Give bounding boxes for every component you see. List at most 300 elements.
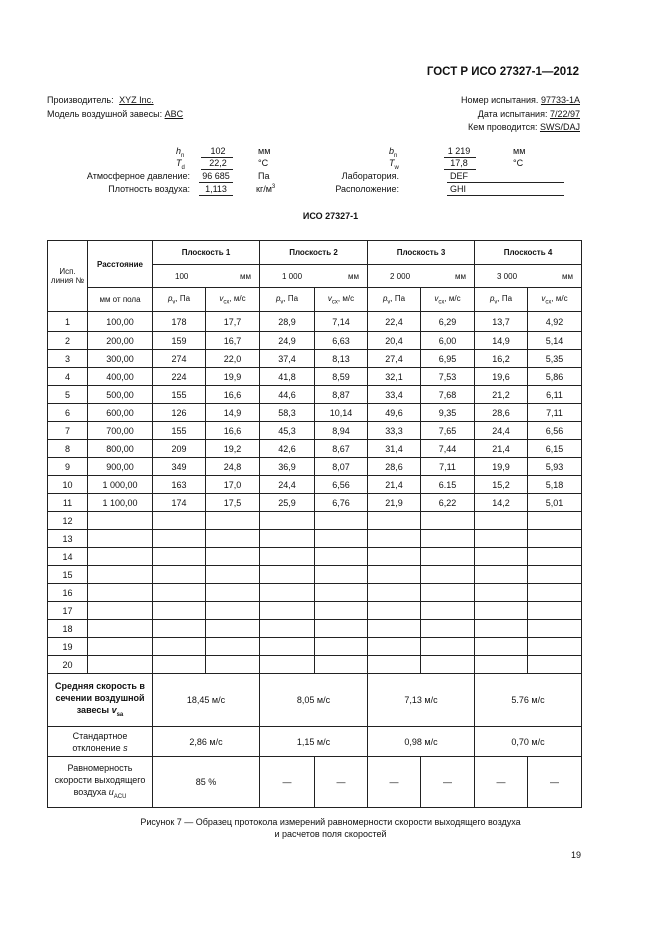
plane-4-velocity-header: $v_{сх}$, м/с xyxy=(528,288,582,312)
tested-by-label: Кем проводится: xyxy=(467,122,538,132)
distance-cell: 400,00 xyxy=(88,368,153,386)
value-cell: 10,14 xyxy=(315,404,368,422)
value-cell: 21,4 xyxy=(475,440,528,458)
value-cell xyxy=(368,548,421,566)
average-velocity-plane-4: 5.76 м/с xyxy=(475,674,582,727)
std-deviation-plane-4: 0,70 м/с xyxy=(475,727,582,757)
value-cell: 15,2 xyxy=(475,476,528,494)
value-cell: 44,6 xyxy=(260,386,315,404)
value-cell: 27,4 xyxy=(368,350,421,368)
model-value: ABC xyxy=(164,109,184,119)
value-cell: 28,9 xyxy=(260,312,315,332)
table-row xyxy=(48,476,582,494)
plane-1-velocity-header: $v_{сх}$, м/с xyxy=(206,288,260,312)
value-cell: 5,35 xyxy=(528,350,582,368)
value-cell xyxy=(260,548,315,566)
air-density-unit: $кг/м^3$ xyxy=(256,184,276,194)
average-velocity-plane-3: 7,13 м/с xyxy=(368,674,475,727)
row-number-cell: 15 xyxy=(48,566,88,584)
value-cell xyxy=(421,638,475,656)
value-cell xyxy=(475,638,528,656)
value-cell xyxy=(206,638,260,656)
std-deviation-plane-1: 2,86 м/с xyxy=(153,727,260,757)
value-cell: 19,2 xyxy=(206,440,260,458)
value-cell xyxy=(368,656,421,674)
uniformity-label: Равномерность скорости выходящего воздуха $u_{ACU}$ xyxy=(48,757,153,808)
row-number-cell: 8 xyxy=(48,440,88,458)
value-cell xyxy=(260,530,315,548)
value-cell: 5,18 xyxy=(528,476,582,494)
distance-cell xyxy=(88,530,153,548)
value-cell xyxy=(421,584,475,602)
uniformity-value: 85 % xyxy=(153,757,260,808)
value-cell xyxy=(260,656,315,674)
value-cell: 16,7 xyxy=(206,332,260,350)
std-deviation-plane-2: 1,15 м/с xyxy=(260,727,368,757)
document-standard-header: ГОСТ Р ИСО 27327-1—2012 xyxy=(426,66,579,78)
value-cell: 28,6 xyxy=(475,404,528,422)
table-row xyxy=(48,602,582,620)
hn-symbol: $h_n$ xyxy=(176,146,185,159)
value-cell: 49,6 xyxy=(368,404,421,422)
value-cell xyxy=(475,548,528,566)
value-cell xyxy=(315,566,368,584)
value-cell: 349 xyxy=(153,458,206,476)
distance-cell xyxy=(88,656,153,674)
uniformity-value: — xyxy=(475,757,528,808)
distance-cell: 800,00 xyxy=(88,440,153,458)
value-cell: 8,87 xyxy=(315,386,368,404)
manufacturer-label: Производитель: xyxy=(47,95,114,105)
value-cell: 5,93 xyxy=(528,458,582,476)
uniformity-value: — xyxy=(528,757,582,808)
value-cell xyxy=(315,656,368,674)
row-number-cell: 6 xyxy=(48,404,88,422)
tested-by-value: SWS/DAJ xyxy=(539,122,580,132)
table-row xyxy=(48,512,582,530)
value-cell: 8,67 xyxy=(315,440,368,458)
value-cell: 33,3 xyxy=(368,422,421,440)
col-header-distance: Расстояние xyxy=(88,241,153,288)
td-unit: °C xyxy=(258,158,269,168)
value-cell xyxy=(421,656,475,674)
value-cell: 24,4 xyxy=(475,422,528,440)
row-number-cell: 4 xyxy=(48,368,88,386)
row-number-cell: 2 xyxy=(48,332,88,350)
value-cell: 7,68 xyxy=(421,386,475,404)
plane-3-header: Плоскость 3 xyxy=(368,241,475,265)
value-cell: 174 xyxy=(153,494,206,512)
table-row xyxy=(48,656,582,674)
value-cell: 32,1 xyxy=(368,368,421,386)
row-number-cell: 11 xyxy=(48,494,88,512)
atm-pressure-label: Атмосферное давление: xyxy=(86,171,190,181)
table-row xyxy=(48,620,582,638)
plane-3-position: 2 000 мм xyxy=(368,265,475,288)
value-cell xyxy=(368,566,421,584)
value-cell xyxy=(475,620,528,638)
row-number-cell: 9 xyxy=(48,458,88,476)
value-cell xyxy=(260,512,315,530)
value-cell: 7,11 xyxy=(421,458,475,476)
tw-unit: °C xyxy=(513,158,524,168)
row-number-cell: 1 xyxy=(48,312,88,332)
value-cell: 16,6 xyxy=(206,386,260,404)
row-number-cell: 3 xyxy=(48,350,88,368)
average-velocity-label: Средняя скорость в сечении воздушной завесы $v_{sa}$ xyxy=(48,674,153,727)
value-cell xyxy=(206,512,260,530)
uniformity-value: — xyxy=(421,757,475,808)
table-row xyxy=(48,386,582,404)
value-cell xyxy=(206,620,260,638)
value-cell: 6,56 xyxy=(528,422,582,440)
test-date-label: Дата испытания: xyxy=(477,109,548,119)
value-cell xyxy=(528,566,582,584)
measurement-table xyxy=(47,240,582,808)
value-cell: 6,95 xyxy=(421,350,475,368)
distance-cell: 500,00 xyxy=(88,386,153,404)
average-velocity-row xyxy=(48,674,582,727)
value-cell: 21,4 xyxy=(368,476,421,494)
uniformity-value: — xyxy=(315,757,368,808)
table-title: ИСО 27327-1 xyxy=(302,211,359,221)
value-cell xyxy=(528,602,582,620)
value-cell: 7,65 xyxy=(421,422,475,440)
value-cell xyxy=(528,512,582,530)
average-velocity-plane-1: 18,45 м/с xyxy=(153,674,260,727)
table-row xyxy=(48,422,582,440)
table-row xyxy=(48,312,582,332)
row-number-cell: 7 xyxy=(48,422,88,440)
value-cell xyxy=(528,620,582,638)
test-number-label: Номер испытания. xyxy=(460,95,539,105)
table-row xyxy=(48,458,582,476)
bn-unit: мм xyxy=(513,146,526,156)
table-row xyxy=(48,350,582,368)
value-cell xyxy=(421,620,475,638)
value-cell: 5,14 xyxy=(528,332,582,350)
value-cell xyxy=(475,512,528,530)
value-cell xyxy=(528,548,582,566)
distance-cell: 300,00 xyxy=(88,350,153,368)
distance-cell: 600,00 xyxy=(88,404,153,422)
value-cell: 274 xyxy=(153,350,206,368)
row-number-cell: 16 xyxy=(48,584,88,602)
value-cell xyxy=(421,602,475,620)
value-cell xyxy=(206,548,260,566)
value-cell: 178 xyxy=(153,312,206,332)
value-cell: 7,53 xyxy=(421,368,475,386)
distance-cell xyxy=(88,620,153,638)
table-row xyxy=(48,566,582,584)
value-cell: 17,0 xyxy=(206,476,260,494)
value-cell xyxy=(260,620,315,638)
row-number-cell: 19 xyxy=(48,638,88,656)
row-number-cell: 20 xyxy=(48,656,88,674)
value-cell: 31,4 xyxy=(368,440,421,458)
plane-1-header: Плоскость 1 xyxy=(153,241,260,265)
value-cell: 8,94 xyxy=(315,422,368,440)
test-number-line xyxy=(461,95,580,105)
bn-symbol: $b_n$ xyxy=(389,146,398,159)
td-value: 22,2 xyxy=(209,158,227,168)
value-cell: 16,6 xyxy=(206,422,260,440)
value-cell xyxy=(315,548,368,566)
row-number-cell: 14 xyxy=(48,548,88,566)
uniformity-row xyxy=(48,757,582,808)
distance-cell xyxy=(88,584,153,602)
row-number-cell: 10 xyxy=(48,476,88,494)
value-cell xyxy=(475,602,528,620)
value-cell: 14,2 xyxy=(475,494,528,512)
value-cell: 25,9 xyxy=(260,494,315,512)
value-cell: 33,4 xyxy=(368,386,421,404)
value-cell xyxy=(260,602,315,620)
value-cell: 6,00 xyxy=(421,332,475,350)
plane-2-header: Плоскость 2 xyxy=(260,241,368,265)
manufacturer-line xyxy=(47,95,154,105)
value-cell: 16,2 xyxy=(475,350,528,368)
value-cell: 14,9 xyxy=(206,404,260,422)
value-cell: 24,9 xyxy=(260,332,315,350)
value-cell: 28,6 xyxy=(368,458,421,476)
atm-pressure-value: 96 685 xyxy=(202,171,230,181)
manufacturer-value: XYZ Inc. xyxy=(119,95,154,105)
value-cell: 155 xyxy=(153,422,206,440)
value-cell xyxy=(368,638,421,656)
table-row xyxy=(48,548,582,566)
atm-pressure-unit: Па xyxy=(258,171,270,181)
distance-cell: 1 000,00 xyxy=(88,476,153,494)
row-number-cell: 17 xyxy=(48,602,88,620)
value-cell xyxy=(260,566,315,584)
value-cell xyxy=(153,530,206,548)
value-cell: 4,92 xyxy=(528,312,582,332)
value-cell: 22,4 xyxy=(368,312,421,332)
table-row xyxy=(48,368,582,386)
std-deviation-row xyxy=(48,727,582,757)
distance-cell: 1 100,00 xyxy=(88,494,153,512)
value-cell xyxy=(475,566,528,584)
value-cell: 21,2 xyxy=(475,386,528,404)
value-cell xyxy=(421,530,475,548)
value-cell xyxy=(528,530,582,548)
plane-4-position: 3 000 мм xyxy=(475,265,582,288)
td-symbol: $T_d$ xyxy=(176,158,185,171)
value-cell: 19,9 xyxy=(475,458,528,476)
value-cell xyxy=(368,620,421,638)
value-cell: 21,9 xyxy=(368,494,421,512)
value-cell xyxy=(315,512,368,530)
table-row xyxy=(48,584,582,602)
value-cell xyxy=(475,530,528,548)
value-cell: 5,01 xyxy=(528,494,582,512)
value-cell: 6,22 xyxy=(421,494,475,512)
value-cell: 7,44 xyxy=(421,440,475,458)
table-row xyxy=(48,638,582,656)
value-cell: 8,07 xyxy=(315,458,368,476)
plane-3-pressure-header: $p_v$, Па xyxy=(368,288,421,312)
test-number-value: 97733-1A xyxy=(540,95,580,105)
value-cell xyxy=(368,512,421,530)
value-cell xyxy=(153,638,206,656)
value-cell: 6,76 xyxy=(315,494,368,512)
value-cell: 41,8 xyxy=(260,368,315,386)
value-cell: 24,4 xyxy=(260,476,315,494)
value-cell: 22,0 xyxy=(206,350,260,368)
table-row xyxy=(48,494,582,512)
table-row xyxy=(48,440,582,458)
value-cell xyxy=(315,638,368,656)
hn-value: 102 xyxy=(210,146,226,156)
value-cell: 155 xyxy=(153,386,206,404)
distance-cell xyxy=(88,512,153,530)
location-label: Расположение: xyxy=(335,184,399,194)
value-cell: 24,8 xyxy=(206,458,260,476)
value-cell xyxy=(153,656,206,674)
model-line xyxy=(47,109,183,119)
plane-2-position: 1 000 мм xyxy=(260,265,368,288)
tw-value: 17,8 xyxy=(450,158,468,168)
value-cell: 42,6 xyxy=(260,440,315,458)
value-cell xyxy=(315,584,368,602)
value-cell: 36,9 xyxy=(260,458,315,476)
value-cell xyxy=(260,584,315,602)
table-row xyxy=(48,404,582,422)
value-cell: 6,29 xyxy=(421,312,475,332)
plane-2-pressure-header: $p_v$, Па xyxy=(260,288,315,312)
value-cell: 20,4 xyxy=(368,332,421,350)
value-cell xyxy=(528,638,582,656)
value-cell xyxy=(368,584,421,602)
uniformity-value: — xyxy=(368,757,421,808)
value-cell: 209 xyxy=(153,440,206,458)
value-cell xyxy=(153,566,206,584)
value-cell xyxy=(475,656,528,674)
value-cell xyxy=(153,620,206,638)
value-cell: 159 xyxy=(153,332,206,350)
distance-cell xyxy=(88,602,153,620)
col-header-line: Исп. линия № xyxy=(48,241,88,312)
value-cell xyxy=(368,530,421,548)
row-number-cell: 5 xyxy=(48,386,88,404)
tw-symbol: $T_w$ xyxy=(389,158,399,171)
value-cell: 17,7 xyxy=(206,312,260,332)
value-cell: 6,56 xyxy=(315,476,368,494)
std-deviation-plane-3: 0,98 м/с xyxy=(368,727,475,757)
value-cell: 163 xyxy=(153,476,206,494)
distance-cell xyxy=(88,638,153,656)
value-cell xyxy=(528,584,582,602)
plane-2-velocity-header: $v_{сх}$, м/с xyxy=(315,288,368,312)
air-density-label: Плотность воздуха: xyxy=(108,184,190,194)
value-cell xyxy=(206,530,260,548)
value-cell: 9,35 xyxy=(421,404,475,422)
value-cell xyxy=(260,638,315,656)
value-cell: 6.15 xyxy=(421,476,475,494)
value-cell xyxy=(206,656,260,674)
value-cell xyxy=(315,530,368,548)
value-cell xyxy=(421,548,475,566)
value-cell: 19,9 xyxy=(206,368,260,386)
value-cell xyxy=(206,584,260,602)
value-cell: 17,5 xyxy=(206,494,260,512)
value-cell xyxy=(421,512,475,530)
table-row xyxy=(48,332,582,350)
location-value: GHI xyxy=(450,184,467,194)
value-cell: 7,11 xyxy=(528,404,582,422)
test-date-line xyxy=(478,109,580,119)
hn-unit: мм xyxy=(258,146,271,156)
value-cell xyxy=(153,512,206,530)
value-cell xyxy=(206,566,260,584)
std-deviation-label: Стандартное отклонение s xyxy=(48,727,153,757)
value-cell: 8,13 xyxy=(315,350,368,368)
col-header-distance-unit: мм от пола xyxy=(88,288,153,312)
value-cell xyxy=(315,602,368,620)
value-cell xyxy=(153,548,206,566)
plane-4-header: Плоскость 4 xyxy=(475,241,582,265)
test-date-value: 7/22/97 xyxy=(549,109,580,119)
value-cell: 37,4 xyxy=(260,350,315,368)
value-cell: 58,3 xyxy=(260,404,315,422)
row-number-cell: 13 xyxy=(48,530,88,548)
tested-by-line xyxy=(468,122,580,132)
value-cell xyxy=(421,566,475,584)
value-cell: 6,11 xyxy=(528,386,582,404)
plane-4-pressure-header: $p_v$, Па xyxy=(475,288,528,312)
table-row xyxy=(48,530,582,548)
distance-cell: 700,00 xyxy=(88,422,153,440)
distance-cell: 200,00 xyxy=(88,332,153,350)
laboratory-value: DEF xyxy=(450,171,468,181)
laboratory-label: Лаборатория. xyxy=(341,171,399,181)
value-cell: 14,9 xyxy=(475,332,528,350)
plane-1-pressure-header: $p_v$, Па xyxy=(153,288,206,312)
distance-cell: 100,00 xyxy=(88,312,153,332)
value-cell: 13,7 xyxy=(475,312,528,332)
value-cell xyxy=(528,656,582,674)
value-cell: 5,86 xyxy=(528,368,582,386)
air-density-value: 1,113 xyxy=(205,184,227,194)
distance-cell xyxy=(88,548,153,566)
figure-caption-line-1: Рисунок 7 — Образец протокола измерений равномерности скорости выходящего воздуха xyxy=(140,817,521,827)
value-cell: 6,63 xyxy=(315,332,368,350)
value-cell: 19,6 xyxy=(475,368,528,386)
figure-caption-line-2: и расчетов поля скоростей xyxy=(274,829,387,839)
bn-value: 1 219 xyxy=(447,146,471,156)
distance-cell: 900,00 xyxy=(88,458,153,476)
uniformity-value: — xyxy=(260,757,315,808)
value-cell: 126 xyxy=(153,404,206,422)
value-cell xyxy=(475,584,528,602)
value-cell: 8,59 xyxy=(315,368,368,386)
value-cell xyxy=(368,602,421,620)
row-number-cell: 18 xyxy=(48,620,88,638)
plane-3-velocity-header: $v_{сх}$, м/с xyxy=(421,288,475,312)
distance-cell xyxy=(88,566,153,584)
value-cell: 224 xyxy=(153,368,206,386)
row-number-cell: 12 xyxy=(48,512,88,530)
value-cell: 45,3 xyxy=(260,422,315,440)
value-cell: 7,14 xyxy=(315,312,368,332)
model-label: Модель воздушной завесы: xyxy=(47,109,163,119)
value-cell xyxy=(153,602,206,620)
value-cell: 6,15 xyxy=(528,440,582,458)
page-number: 19 xyxy=(571,850,582,860)
value-cell xyxy=(315,620,368,638)
average-velocity-plane-2: 8,05 м/с xyxy=(260,674,368,727)
